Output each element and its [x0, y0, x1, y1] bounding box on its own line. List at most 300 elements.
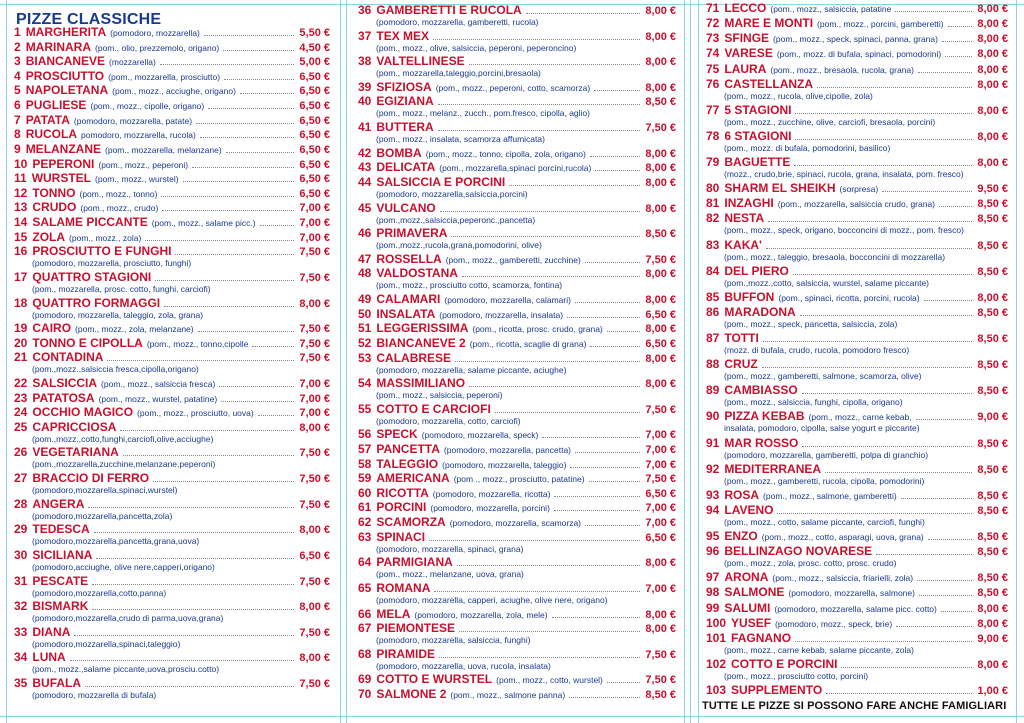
item-price: 7,50 € — [645, 674, 676, 687]
item-price: 4,50 € — [299, 41, 330, 54]
item-price: 8,00 € — [645, 557, 676, 570]
item-ingredients: (pomodoro, mozzarella, porcini) — [430, 503, 550, 514]
item-ingredients: (pom., mozz., carne kebab, salame piccante, zola) — [724, 644, 914, 655]
dotted-leader — [942, 41, 972, 42]
item-price: 8,00 € — [645, 176, 676, 189]
item-number: 62 — [358, 515, 372, 530]
item-price: 8,00 € — [977, 291, 1008, 304]
item-number: 34 — [14, 650, 28, 665]
item-ingredients: (pomodoro, mozzarella, ricotta) — [432, 488, 551, 499]
menu-item — [706, 155, 1008, 180]
dotted-leader — [204, 35, 295, 36]
menu-item — [706, 409, 1008, 434]
menu-item — [358, 292, 676, 306]
menu-item-line — [14, 296, 330, 310]
menu-item — [358, 376, 676, 401]
item-number: 48 — [358, 266, 372, 281]
menu-item — [358, 555, 676, 580]
menu-item-line — [706, 31, 1008, 45]
item-ingredients: (pomodoro, mozzarella, taleggio) — [442, 459, 567, 470]
menu-item-line — [706, 211, 1008, 225]
menu-item-line — [358, 201, 676, 215]
menu-item — [358, 201, 676, 226]
item-ingredients: (pom., mozz., cotto, asparagi, uova, grana) — [761, 532, 924, 542]
item-name: SICILIANA — [32, 547, 93, 562]
item-name: COTTO E CARCIOFI — [376, 401, 491, 416]
menu-item-line — [358, 442, 676, 456]
menu-item — [706, 585, 1008, 599]
menu-item-line — [14, 215, 330, 229]
menu-item-line — [358, 266, 676, 280]
item-name: ANGERA — [32, 496, 85, 511]
item-ingredients: (pomodoro, mozzarella, salsiccia, funghi) — [376, 635, 531, 646]
item-number: 58 — [358, 456, 372, 471]
menu-item — [358, 321, 676, 335]
item-number: 68 — [358, 646, 372, 661]
item-price: 8,50 € — [977, 531, 1008, 543]
menu-item-line — [706, 16, 1008, 30]
item-price: 8,50 € — [977, 198, 1008, 211]
menu-item-line — [358, 471, 676, 485]
item-name: MELANZANE — [25, 141, 102, 156]
item-ingredients: (pom., mozz., wurstel) — [95, 174, 179, 185]
menu-item — [706, 290, 1008, 304]
item-ingredients: (pom., mozz., cotto, wurstel) — [496, 675, 603, 686]
item-number: 6 — [14, 98, 21, 113]
item-ingredients: (pom., mozz., gamberetti, salmone, scamorza, olive) — [724, 371, 922, 382]
menu-item — [706, 544, 1008, 569]
item-price: 7,00 € — [299, 392, 330, 405]
dotted-leader — [433, 39, 640, 40]
menu-item — [706, 357, 1008, 382]
dotted-leader — [85, 686, 294, 687]
menu-item-line — [14, 186, 330, 200]
item-ingredients: (pom., mozz., salmone panna) — [450, 690, 566, 700]
item-price: 8,50 € — [977, 437, 1008, 450]
item-number: 42 — [358, 145, 372, 160]
menu-item-line — [358, 252, 676, 266]
menu-item — [358, 427, 676, 441]
dotted-leader — [569, 697, 640, 698]
menu-item — [706, 129, 1008, 154]
item-number: 39 — [358, 79, 372, 94]
item-number: 49 — [358, 292, 372, 307]
menu-item-line — [358, 94, 676, 108]
menu-item — [706, 657, 1008, 682]
item-name: DEL PIERO — [724, 263, 789, 278]
menu-item — [14, 376, 330, 390]
item-ingredients: (pom.,mozz.,cotto, salsiccia, wurstel, salame piccante) — [724, 277, 930, 288]
item-number: 55 — [358, 401, 372, 416]
menu-item-line — [14, 405, 330, 419]
item-ingredients: (pom., ricotta, scaglie di grana) — [469, 338, 587, 349]
dotted-leader — [183, 181, 295, 182]
dotted-leader — [575, 452, 640, 453]
item-price: 6,50 € — [299, 129, 330, 142]
menu-item — [14, 244, 330, 269]
item-name: BUFALA — [32, 676, 82, 690]
item-ingredients: (pom., mozz., carne kebab, — [808, 412, 912, 423]
menu-item-line — [706, 488, 1008, 502]
dotted-leader — [802, 446, 972, 447]
menu-item — [358, 402, 676, 427]
menu-item — [14, 83, 330, 97]
menu-item-line — [358, 120, 676, 134]
item-number: 91 — [706, 435, 720, 450]
dotted-leader — [590, 156, 641, 157]
item-ingredients: (pomodoro, mozzarella, taleggio, zola, grana) — [32, 309, 204, 320]
menu-item — [358, 581, 676, 606]
item-price: 7,50 € — [645, 253, 676, 266]
menu-item — [706, 77, 1008, 102]
item-name: MEDITERRANEA — [724, 461, 822, 476]
item-price: 8,00 € — [645, 202, 676, 215]
item-name: ARONA — [724, 570, 769, 585]
dotted-leader — [777, 513, 972, 514]
item-name: 6 STAGIONI — [724, 128, 792, 143]
dotted-leader — [495, 412, 641, 413]
item-ingredients: (pom., mozz., salsiccia, peperoni) — [376, 390, 503, 401]
item-number: 1 — [14, 25, 21, 39]
item-name: COTTO E PORCINI — [731, 656, 838, 671]
menu-item — [14, 676, 330, 701]
item-name: 5 STAGIONI — [724, 102, 792, 117]
menu-item-line — [358, 486, 676, 500]
menu-item-line — [706, 290, 1008, 304]
menu-item-line — [14, 25, 330, 39]
dotted-leader — [570, 467, 640, 468]
item-number: 73 — [706, 31, 720, 46]
item-price: 7,50 € — [299, 498, 330, 511]
item-ingredients: (pomodoro, mozzarella, speck) — [421, 430, 539, 441]
item-number: 96 — [706, 544, 720, 559]
menu-item — [706, 264, 1008, 289]
item-number: 80 — [706, 181, 720, 196]
menu-item-line — [358, 555, 676, 569]
menu-item — [358, 621, 676, 646]
item-number: 72 — [706, 16, 720, 31]
menu-item-line — [358, 336, 676, 350]
menu-item-line — [358, 500, 676, 514]
menu-item — [706, 16, 1008, 30]
item-ingredients: (pom., mozz., prosciutto cotto, porcini) — [724, 670, 869, 681]
item-price: 6,50 € — [645, 531, 676, 544]
item-price: 8,00 € — [977, 18, 1008, 31]
item-name: BAGUETTE — [724, 155, 791, 169]
menu-item-line — [358, 607, 676, 621]
menu-item-line — [706, 62, 1008, 76]
dotted-leader — [221, 401, 294, 402]
item-number: 102 — [706, 656, 727, 671]
item-price: 8,00 € — [645, 56, 676, 69]
menu-item — [706, 331, 1008, 356]
item-ingredients: (pomodoro,acciughe, olive nere,capperi,origano) — [32, 561, 215, 572]
item-ingredients: (pom., ricotta, prosc. crudo, grana) — [472, 324, 603, 335]
item-number: 28 — [14, 496, 28, 511]
item-number: 88 — [706, 357, 720, 372]
dotted-leader — [594, 90, 640, 91]
item-price: 6,50 € — [299, 173, 330, 186]
dotted-leader — [145, 240, 294, 241]
item-name: BRACCIO DI FERRO — [32, 471, 150, 486]
item-number: 29 — [14, 522, 28, 537]
item-ingredients: (pomodoro, mozz., speck, brie) — [775, 618, 893, 629]
item-ingredients: (sorpresa) — [839, 184, 879, 195]
guide-line — [6, 0, 7, 723]
item-name: PEPERONI — [32, 156, 95, 171]
item-number: 36 — [358, 3, 372, 17]
menu-item — [14, 40, 330, 54]
item-number: 8 — [14, 127, 21, 142]
item-ingredients: (pom., mozz., zola, melanzane) — [75, 324, 194, 335]
item-price: 8,50 € — [645, 228, 676, 241]
menu-item-line — [14, 336, 330, 350]
dotted-leader — [161, 196, 294, 197]
item-number: 92 — [706, 461, 720, 476]
menu-item-line — [706, 657, 1008, 671]
dotted-leader — [469, 64, 641, 65]
item-number: 76 — [706, 76, 720, 91]
dotted-leader — [175, 254, 294, 255]
menu-item-line — [358, 687, 676, 701]
item-ingredients: (pom., mozz., rucola, olive,cipolle, zola) — [724, 90, 873, 101]
item-ingredients: (pom., mozzarella,taleggio,porcini,bresaola) — [376, 68, 541, 79]
dotted-leader — [768, 221, 972, 222]
menu-item — [706, 46, 1008, 60]
menu-item-line — [14, 350, 330, 364]
item-ingredients: (pom., mozz., melanz., zucch., pom.fresco, cipolla, aglio) — [376, 108, 590, 119]
menu-item — [14, 215, 330, 229]
item-name: LAURA — [724, 61, 767, 76]
menu-item-line — [358, 3, 676, 17]
dotted-leader — [575, 302, 640, 303]
menu-item — [706, 62, 1008, 76]
item-name: PRIMAVERA — [376, 226, 448, 241]
item-ingredients: (pomodoro, mozzarella, calamari) — [444, 295, 571, 306]
item-price: 7,00 € — [645, 502, 676, 515]
menu-item-line — [14, 676, 330, 690]
item-ingredients: (pom.,mozzarella,zucchine,melanzane,peperoni) — [32, 459, 216, 470]
item-ingredients: (pom., mozz., olive, salsiccia, peperoni, peperoncino) — [376, 42, 577, 53]
menu-item-line — [14, 270, 330, 284]
menu-item-line — [706, 155, 1008, 169]
menu-item — [706, 488, 1008, 502]
item-price: 8,00 € — [299, 421, 330, 434]
menu-item — [14, 270, 330, 295]
dotted-leader — [192, 167, 294, 168]
menu-item — [358, 530, 676, 555]
dotted-leader — [208, 108, 294, 109]
dotted-leader — [939, 206, 972, 207]
menu-item — [14, 186, 330, 200]
guide-line — [684, 0, 685, 723]
dotted-leader — [252, 346, 294, 347]
item-name: PUGLIESE — [25, 98, 87, 113]
item-number: 94 — [706, 502, 720, 517]
dotted-leader — [595, 170, 640, 171]
item-number: 57 — [358, 441, 372, 456]
menu-item — [358, 515, 676, 529]
dotted-leader — [607, 682, 641, 683]
item-number: 21 — [14, 350, 28, 365]
menu-item — [358, 252, 676, 266]
item-number: 82 — [706, 211, 720, 226]
item-price: 8,50 € — [977, 265, 1008, 278]
item-name: TONNO E CIPOLLA — [32, 335, 143, 350]
item-name: FAGNANO — [731, 630, 792, 645]
item-ingredients: (pom., olio, prezzemolo, origano) — [95, 42, 220, 53]
item-name: LECCO — [724, 1, 767, 15]
item-ingredients: (pom., mozz., gamberetti, rucola, cipolla, pomodorini) — [724, 475, 925, 486]
footer-note: TUTTE LE PIZZE SI POSSONO FARE ANCHE FAMIGLIARI — [702, 700, 1007, 712]
item-ingredients: (pomodoro, mozzarella,salsiccia,porcini) — [376, 188, 528, 199]
dotted-leader — [948, 26, 973, 27]
item-number: 25 — [14, 419, 28, 434]
item-price: 7,00 € — [299, 202, 330, 215]
item-number: 50 — [358, 306, 372, 321]
item-number: 30 — [14, 547, 28, 562]
dotted-leader — [802, 393, 973, 394]
item-price: 7,50 € — [299, 323, 330, 336]
item-number: 53 — [358, 350, 372, 365]
item-number: 22 — [14, 375, 28, 390]
item-ingredients: (pom., mozz., speck, spinaci, panna, grana) — [773, 34, 938, 45]
item-number: 47 — [358, 251, 372, 266]
item-number: 33 — [14, 624, 28, 639]
dotted-leader — [438, 104, 641, 105]
item-price: 9,50 € — [977, 183, 1008, 196]
menu-item — [358, 457, 676, 471]
menu-item — [14, 471, 330, 496]
menu-item-line — [706, 77, 1008, 91]
item-name: CONTADINA — [32, 350, 104, 365]
item-price: 7,50 € — [645, 473, 676, 486]
item-name: EGIZIANA — [376, 94, 434, 109]
dotted-leader — [795, 641, 972, 642]
item-price: 8,00 € — [299, 524, 330, 537]
dotted-leader — [459, 631, 640, 632]
item-ingredients: (pom., mozzarella, prosc. cotto, funghi, carciofi) — [32, 283, 211, 294]
item-name: SALSICCIA E PORCINI — [376, 174, 506, 189]
item-ingredients: (pom., mozz., tonno,cipolle — [146, 338, 249, 349]
menu-item-line — [706, 331, 1008, 345]
dotted-leader — [455, 361, 640, 362]
item-ingredients: (pom., mozz., zola, prosc. cotto, prosc. crudo) — [724, 558, 897, 569]
item-price: 8,50 € — [977, 546, 1008, 559]
item-price: 8,00 € — [645, 623, 676, 636]
menu-item-line — [706, 305, 1008, 319]
dotted-leader — [800, 315, 973, 316]
item-ingredients: (pom., mozz., zucchine, olive, carciofi, bresaola, porcini) — [724, 116, 936, 127]
item-ingredients: (pomodoro, mozzarella, insalata) — [439, 309, 564, 320]
item-name: ZOLA — [32, 229, 66, 244]
menu-item-line — [14, 445, 330, 459]
dotted-leader — [589, 481, 641, 482]
dotted-leader — [120, 430, 294, 431]
menu-item-line — [14, 376, 330, 390]
item-price: 6,50 € — [299, 187, 330, 200]
menu-item-line — [706, 129, 1008, 143]
menu-item — [14, 98, 330, 112]
menu-item-line — [358, 402, 676, 416]
item-number: 61 — [358, 500, 372, 515]
dotted-leader — [526, 13, 641, 14]
dotted-leader — [200, 137, 295, 138]
menu-item — [358, 80, 676, 94]
menu-item — [706, 503, 1008, 528]
item-number: 9 — [14, 141, 21, 156]
item-price: 7,00 € — [645, 458, 676, 471]
item-price: 7,50 € — [299, 447, 330, 460]
item-price: 8,00 € — [645, 294, 676, 307]
item-name: VEGETARIANA — [32, 445, 119, 460]
menu-item — [706, 570, 1008, 584]
item-number: 84 — [706, 263, 720, 278]
menu-item — [14, 296, 330, 321]
item-number: 90 — [706, 409, 720, 424]
item-number: 71 — [706, 1, 720, 15]
dotted-leader — [895, 11, 972, 12]
item-ingredients: (pomodoro, mozzarella di bufala) — [32, 690, 157, 700]
item-price: 5,50 € — [299, 27, 330, 39]
item-name: BIANCANEVE 2 — [376, 335, 466, 350]
menu-item — [14, 321, 330, 335]
item-name: SALMONE — [724, 585, 785, 600]
menu-item-line — [358, 146, 676, 160]
menu-item-line — [358, 54, 676, 68]
dotted-leader — [552, 617, 641, 618]
dotted-leader — [196, 123, 294, 124]
menu-item — [706, 31, 1008, 45]
item-number: 98 — [706, 585, 720, 600]
item-number: 89 — [706, 383, 720, 398]
menu-item-line — [706, 616, 1008, 630]
item-price: 1,00 € — [977, 685, 1008, 697]
item-ingredients: (pom., mozz., zola) — [69, 232, 142, 243]
item-number: 77 — [706, 102, 720, 117]
item-name: CRUDO — [32, 200, 77, 215]
menu-item — [14, 230, 330, 244]
item-number: 70 — [358, 687, 372, 701]
menu-item — [706, 683, 1008, 697]
item-price: 7,00 € — [299, 377, 330, 390]
item-price: 8,00 € — [977, 48, 1008, 61]
menu-item-line — [14, 420, 330, 434]
menu-item-line — [14, 391, 330, 405]
item-price: 8,00 € — [977, 602, 1008, 615]
menu-item-line — [14, 522, 330, 536]
item-price: 8,00 € — [299, 652, 330, 665]
item-price: 8,50 € — [645, 96, 676, 109]
dotted-leader — [258, 415, 295, 416]
item-name: MARADONA — [724, 304, 796, 319]
item-price: 8,50 € — [977, 587, 1008, 600]
item-price: 6,50 € — [299, 114, 330, 127]
item-name: MARGHERITA — [25, 25, 107, 39]
item-price: 7,00 € — [299, 217, 330, 230]
item-ingredients: (pomodoro,mozzarella,crudo di parma,uova,grana) — [32, 613, 224, 624]
item-ingredients: (pom., mozz., speck, origano, bocconcini di mozz., pom. fresco) — [724, 225, 964, 236]
dotted-leader — [841, 667, 972, 668]
item-ingredients: (pom., mozz.,salame piccante,uova,prosciu.cotto) — [32, 664, 220, 675]
item-price: 8,50 € — [977, 463, 1008, 476]
dotted-leader — [219, 386, 294, 387]
dotted-leader — [224, 79, 294, 80]
item-number: 12 — [14, 185, 28, 200]
menu-item-line — [14, 244, 330, 258]
item-ingredients: (pomodoro, mozzarella, scamorza) — [449, 518, 582, 529]
item-number: 35 — [14, 676, 28, 690]
